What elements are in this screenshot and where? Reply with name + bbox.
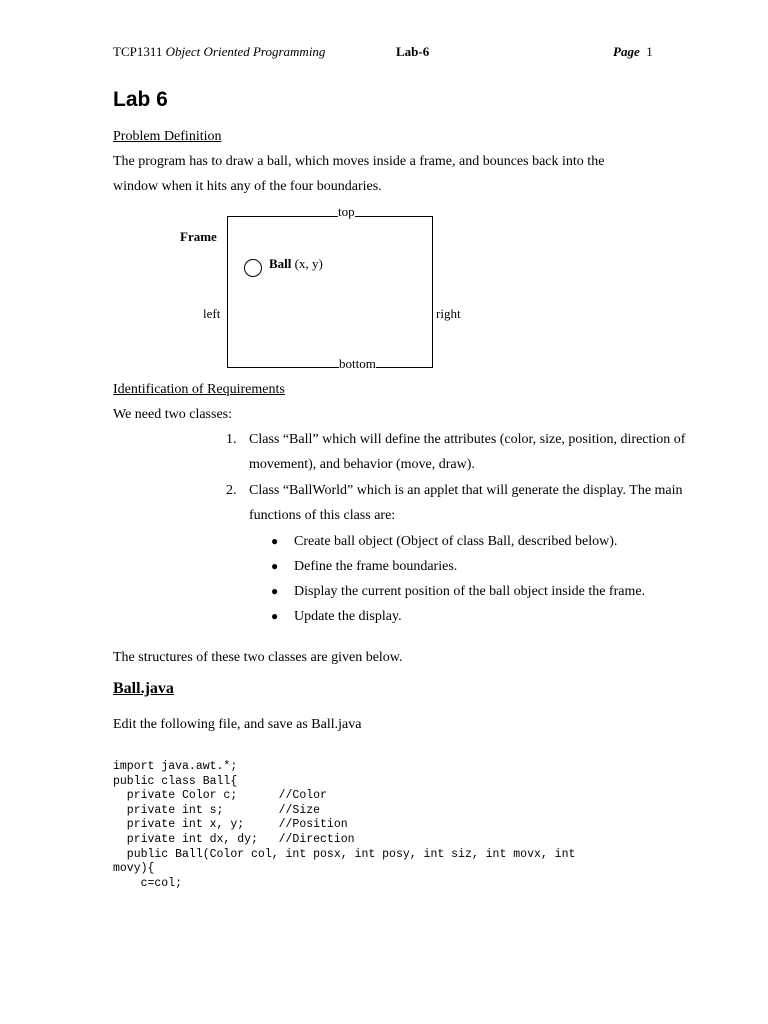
- course-name: Object Oriented Programming: [165, 44, 326, 59]
- bullet-text: Display the current position of the ball object inside the frame.: [294, 584, 646, 599]
- list-item-line: Class “BallWorld” which is an applet that will generate the display. The main: [249, 483, 683, 498]
- bullet-text: Define the frame boundaries.: [294, 559, 458, 574]
- left-label: left: [203, 306, 221, 321]
- ball-java-instruction: Edit the following file, and save as Ball.java: [113, 717, 362, 732]
- structures-text: The structures of these two classes are given below.: [113, 650, 403, 665]
- top-label: top: [338, 204, 355, 219]
- bullet-icon: ●: [271, 559, 279, 573]
- ball-circle-icon: [244, 259, 262, 277]
- right-label: right: [436, 306, 461, 321]
- list-number: 1.: [226, 432, 237, 447]
- bullet-icon: ●: [271, 534, 279, 548]
- problem-line-1: The program has to draw a ball, which moves inside a frame, and bounces back into the: [113, 154, 605, 169]
- bullet-text: Update the display.: [294, 609, 402, 624]
- list-item-line: functions of this class are:: [249, 508, 396, 523]
- ball-label: [269, 256, 323, 272]
- page-title: Lab 6: [113, 88, 168, 111]
- code-block: import java.awt.*; public class Ball{ private Color c; //Color private int s; //Size private int x, y; //Position private int dx, dy; //Direction public Ball(Color col, int posx, int posy, int siz, int movx, int movy){ c=col;: [113, 760, 576, 890]
- bullet-icon: ●: [271, 584, 279, 598]
- ball-java-heading: Ball.java: [113, 680, 174, 697]
- list-number: 2.: [226, 483, 237, 498]
- page-label: Page: [613, 44, 640, 59]
- bullet-icon: ●: [271, 609, 279, 623]
- header-page: [613, 44, 653, 60]
- frame-rectangle: [227, 216, 433, 368]
- course-code: TCP1311: [113, 44, 163, 59]
- list-item-line: Class “Ball” which will define the attributes (color, size, position, direction of: [249, 432, 686, 447]
- ball-label-name: Ball: [269, 256, 292, 271]
- bottom-label: bottom: [339, 356, 376, 371]
- requirements-heading: Identification of Requirements: [113, 382, 285, 397]
- bullet-text: Create ball object (Object of class Ball, described below).: [294, 534, 618, 549]
- problem-heading: Problem Definition: [113, 129, 222, 144]
- problem-line-2: window when it hits any of the four boundaries.: [113, 179, 382, 194]
- frame-label: Frame: [180, 229, 217, 244]
- header-course: [113, 44, 325, 60]
- ball-label-coords: (x, y): [294, 256, 323, 271]
- page-number: 1: [646, 44, 653, 59]
- requirements-intro: We need two classes:: [113, 407, 232, 422]
- list-item-line: movement), and behavior (move, draw).: [249, 457, 475, 472]
- header-lab: Lab-6: [396, 44, 430, 59]
